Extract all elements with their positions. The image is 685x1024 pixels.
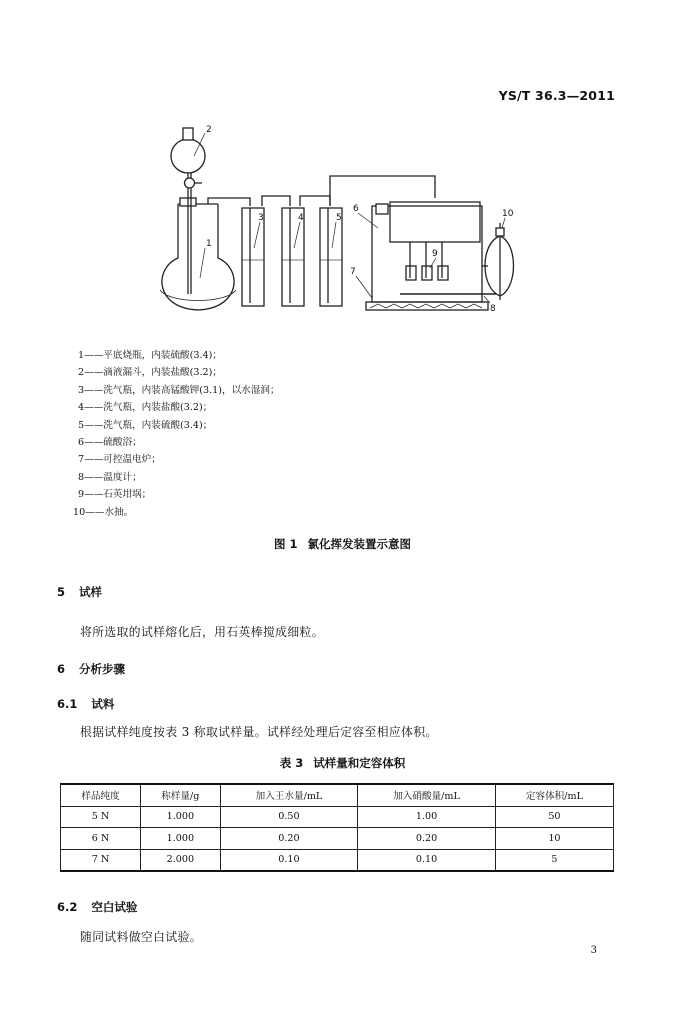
- table-cell: 10: [495, 828, 613, 850]
- table-cell: 7 N: [61, 849, 141, 871]
- section-6-1-text: 根据试样纯度按表 3 称取试样量。试样经处理后定容至相应体积。: [80, 725, 438, 739]
- callout-1: 1: [206, 239, 212, 249]
- table-title: 试样量和定容体积: [313, 756, 406, 770]
- quartz-crucible: [406, 266, 416, 280]
- column-header: 样品纯度: [61, 784, 141, 806]
- table-cell: 6 N: [61, 828, 141, 850]
- page-number: 3: [590, 945, 597, 956]
- legend-item: 10——水抽。: [73, 506, 134, 518]
- table-cell: 2.000: [141, 849, 221, 871]
- legend-item: 2——滴液漏斗，内装盐酸(3.2)；: [78, 367, 222, 379]
- callout-10: 10: [502, 209, 514, 219]
- section-title: 空白试验: [91, 900, 138, 914]
- callout-3: 3: [258, 213, 264, 223]
- table-cell: 5 N: [61, 806, 141, 828]
- section-number: 6.1: [57, 697, 78, 711]
- section-5-text: 将所选取的试样熔化后，用石英棒搅成细粒。: [80, 625, 324, 639]
- flat-bottom-flask: [162, 204, 234, 310]
- section-number: 6.2: [57, 900, 78, 914]
- section-title: 分析步骤: [79, 662, 126, 676]
- callout-4: 4: [298, 213, 304, 223]
- column-header: 加入王水量/mL: [220, 784, 358, 806]
- section-title: 试料: [91, 697, 115, 711]
- sulfuric-acid-bath: [372, 206, 482, 302]
- table-cell: 0.50: [220, 806, 358, 828]
- water-aspirator: [485, 236, 514, 296]
- column-header: 定容体积/mL: [495, 784, 613, 806]
- callout-7: 7: [350, 267, 356, 277]
- table-row: [61, 828, 614, 850]
- section-5-heading: [57, 584, 102, 600]
- section-6-1-heading: [57, 696, 114, 712]
- legend-item: 1——平底烧瓶，内装硫酸(3.4)；: [78, 350, 222, 361]
- callout-5: 5: [336, 213, 342, 223]
- table-number: 表 3: [279, 756, 304, 770]
- table-cell: 5: [495, 849, 613, 871]
- apparatus-diagram: [150, 118, 530, 318]
- table-cell: 1.00: [358, 806, 496, 828]
- section-6-2-heading: [57, 899, 137, 915]
- section-6-heading: [57, 661, 125, 677]
- table-cell: 1.000: [141, 828, 221, 850]
- table-cell: 0.10: [220, 849, 358, 871]
- table-cell: 0.20: [358, 828, 496, 850]
- legend-item: 6——硫酸浴；: [78, 437, 142, 449]
- callout-6: 6: [353, 204, 359, 214]
- figure-number: 图 1: [273, 537, 298, 551]
- column-header: 称样量/g: [141, 784, 221, 806]
- section-6-2-text: 随同试料做空白试验。: [80, 930, 202, 944]
- figure-title: 氯化挥发装置示意图: [307, 537, 411, 551]
- callout-2: 2: [206, 125, 212, 135]
- table-row: [61, 849, 614, 871]
- table-row: [61, 806, 614, 828]
- section-number: 5: [57, 585, 66, 599]
- table-cell: 50: [495, 806, 613, 828]
- figure-legend: [73, 347, 280, 521]
- figure-caption: [0, 536, 685, 552]
- legend-item: 5——洗气瓶，内装硫酸(3.4)；: [78, 419, 213, 431]
- table-cell: 1.000: [141, 806, 221, 828]
- legend-item: 3——洗气瓶，内装高锰酸钾(3.1)，以水湿润；: [78, 384, 280, 396]
- section-number: 6: [57, 662, 66, 676]
- table-cell: 0.10: [358, 849, 496, 871]
- callout-8: 8: [490, 304, 496, 314]
- section-title: 试样: [79, 585, 103, 599]
- legend-item: 8——温度计；: [78, 471, 142, 483]
- callout-9: 9: [432, 249, 438, 259]
- legend-item: 7——可控温电炉；: [78, 454, 161, 466]
- table-header-row: [61, 784, 614, 806]
- legend-item: 4——洗气瓶，内装盐酸(3.2)；: [78, 402, 213, 414]
- table-caption: [0, 755, 685, 771]
- legend-item: 9——石英坩埚；: [78, 489, 152, 501]
- sample-volume-table: [60, 783, 614, 872]
- table-cell: 0.20: [220, 828, 358, 850]
- standard-code: YS/T 36.3—2011: [498, 88, 615, 103]
- column-header: 加入硝酸量/mL: [358, 784, 496, 806]
